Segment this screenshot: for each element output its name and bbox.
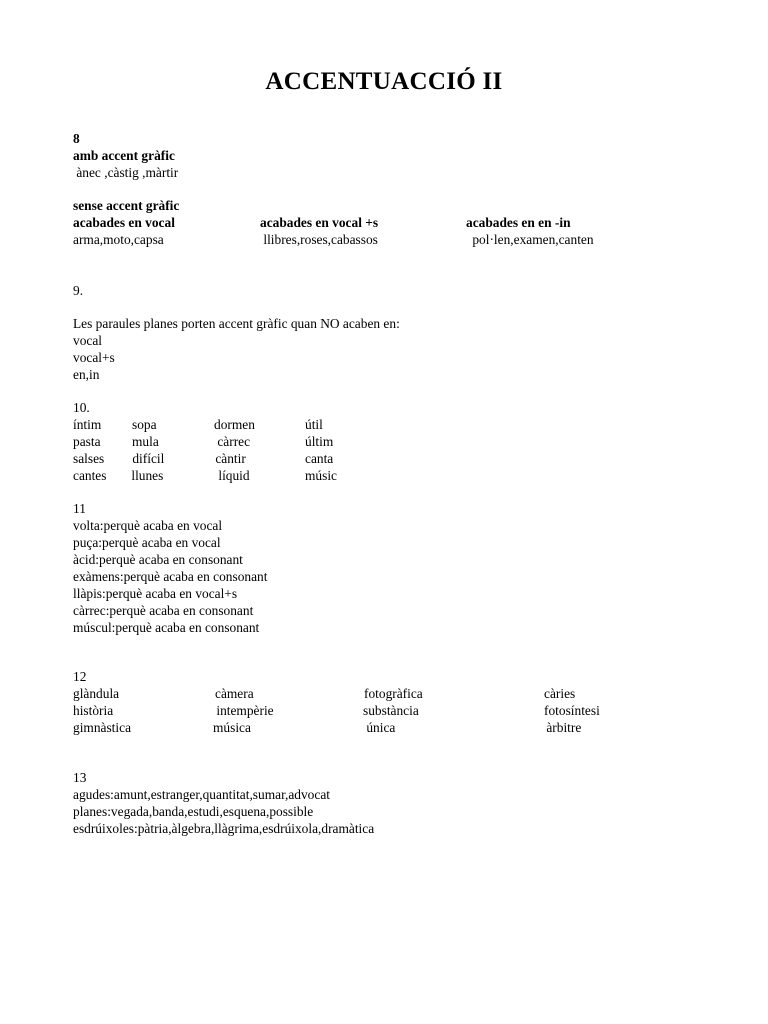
section-9-number: 9.: [73, 283, 84, 298]
section-10-number: 10.: [73, 400, 90, 415]
section-8-col-value: llibres,roses,cabassos: [260, 232, 378, 247]
section-10-word: líquid: [215, 468, 250, 483]
section-10-word: útil: [305, 417, 323, 432]
section-12-word: substància: [363, 703, 419, 718]
section-10-word: últim: [305, 434, 334, 449]
section-13-item: agudes:amunt,estranger,quantitat,sumar,advocat: [73, 787, 330, 802]
section-9-rule: Les paraules planes porten accent gràfic quan NO acaben en:: [73, 316, 400, 331]
section-10-word: músic: [305, 468, 337, 483]
section-11-number: 11: [73, 501, 86, 516]
section-10-word: sopa: [132, 417, 157, 432]
section-11-item: llàpis:perquè acaba en vocal+s: [73, 586, 238, 601]
section-12-word: història: [73, 703, 114, 718]
section-12-number: 12: [73, 669, 87, 684]
section-13-item: esdrúixoles:pàtria,àlgebra,llàgrima,esdrúixola,dramàtica: [73, 821, 375, 836]
section-8-amb-words: ànec ,càstig ,màrtir: [73, 165, 179, 180]
section-10-word: canta: [305, 451, 334, 466]
section-10-word: llunes: [128, 468, 164, 483]
section-10-word: pasta: [73, 434, 101, 449]
document-title: ACCENTUACCIÓ II: [265, 68, 503, 95]
section-12-word: càries: [544, 686, 576, 701]
section-8-col-header: acabades en vocal: [73, 215, 175, 230]
section-10-word: salses: [73, 451, 105, 466]
section-8-number: 8: [73, 131, 80, 146]
section-12-word: única: [363, 720, 396, 735]
section-12-word: fotosíntesi: [544, 703, 600, 718]
section-12-word: gimnàstica: [73, 720, 132, 735]
section-10-word: càntir: [212, 451, 246, 466]
section-11-item: càrrec:perquè acaba en consonant: [73, 603, 254, 618]
section-12-word: àrbitre: [543, 720, 582, 735]
section-8-amb-heading: amb accent gràfic: [73, 148, 175, 163]
section-10-word: mula: [132, 434, 159, 449]
section-13-item: planes:vegada,banda,estudi,esquena,possible: [73, 804, 314, 819]
section-8-sense-heading: sense accent gràfic: [73, 198, 180, 213]
section-11-item: múscul:perquè acaba en consonant: [73, 620, 260, 635]
section-12-word: glàndula: [73, 686, 120, 701]
section-11-item: puça:perquè acaba en vocal: [73, 535, 221, 550]
section-8-col-header: acabades en vocal +s: [260, 215, 379, 230]
section-10-word: dormen: [214, 417, 255, 432]
section-12-word: fotogràfica: [364, 686, 423, 701]
section-9-item: vocal+s: [73, 350, 115, 365]
section-8-col-header: acabades en en -in: [466, 215, 571, 230]
section-10-word: cantes: [73, 468, 107, 483]
section-11-item: exàmens:perquè acaba en consonant: [73, 569, 268, 584]
section-10-word: íntim: [73, 417, 102, 432]
section-12-word: música: [213, 720, 251, 735]
section-12-word: càmera: [215, 686, 254, 701]
section-11-item: volta:perquè acaba en vocal: [73, 518, 223, 533]
section-10-word: difícil: [129, 451, 165, 466]
section-12-word: intempèrie: [213, 703, 274, 718]
section-11-item: àcid:perquè acaba en consonant: [73, 552, 243, 567]
section-10-word: càrrec: [214, 434, 251, 449]
section-8-col-value: pol·len,examen,canten: [469, 232, 594, 247]
section-13-number: 13: [73, 770, 87, 785]
section-8-col-value: arma,moto,capsa: [73, 232, 164, 247]
section-9-item: en,in: [73, 367, 100, 382]
section-9-item: vocal: [73, 333, 102, 348]
